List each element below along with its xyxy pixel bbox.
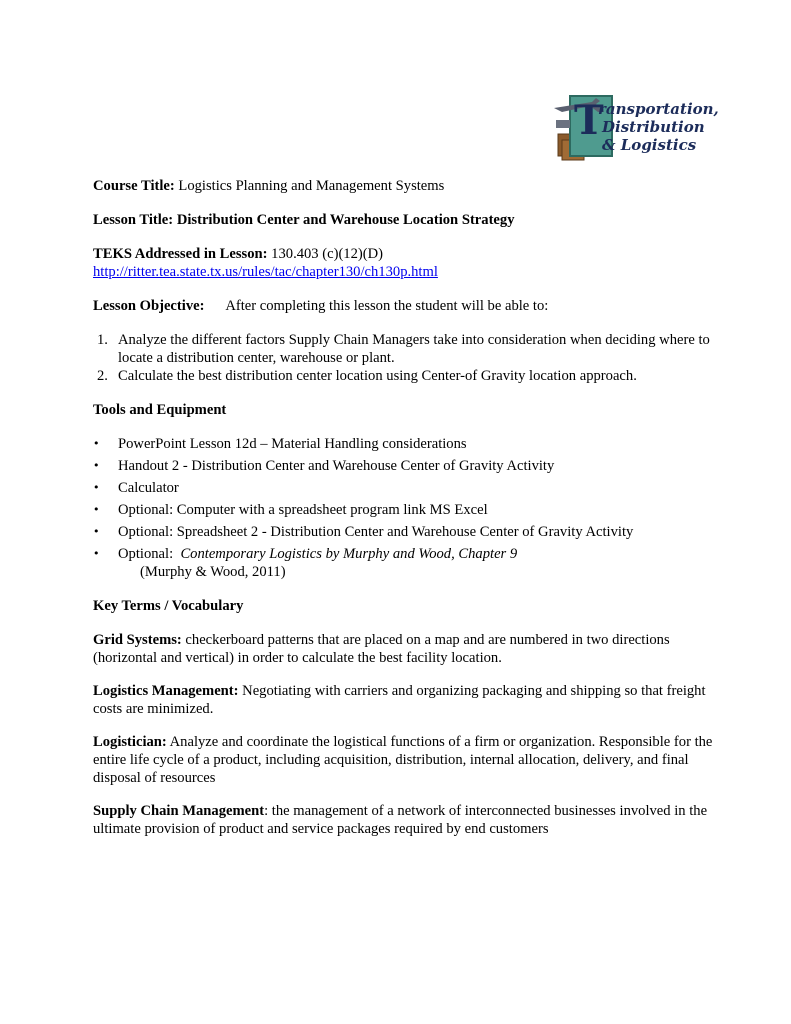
lesson-title	[93, 211, 713, 229]
logo-letter: T	[574, 97, 604, 144]
term-name: Logistics Management:	[93, 683, 239, 699]
objective-number: 1.	[97, 332, 108, 348]
tool-prefix: Optional:	[118, 546, 174, 562]
list-item	[93, 457, 713, 475]
tool-text: Calculator	[118, 480, 179, 496]
lesson-objective	[93, 297, 713, 315]
teks-value: 130.403 (c)(12)(D)	[271, 246, 384, 262]
book-title: Contemporary Logistics by Murphy and Wood, Chapter 9	[180, 546, 518, 562]
list-item	[93, 331, 713, 367]
tools-list	[93, 435, 713, 581]
objectives-list	[93, 331, 713, 385]
teks-link[interactable]: http://ritter.tea.state.tx.us/rules/tac/chapter130/ch130p.html	[93, 264, 438, 280]
tools-heading: Tools and Equipment	[93, 402, 227, 418]
vocab-term	[93, 631, 713, 667]
logo-line-3: & Logistics	[602, 136, 697, 154]
bullet-icon: •	[93, 503, 100, 516]
lesson-title-label: Lesson Title:	[93, 212, 174, 228]
logo-line-1: ransportation,	[598, 100, 719, 118]
term-definition: Analyze and coordinate the logistical functions of a firm or organization. Responsible for the entire life cycle of a product, including acquisition, distribution, internal allocation, delivery, and final disposal of resources	[93, 734, 713, 786]
transportation-logo	[552, 90, 719, 166]
list-item	[93, 367, 713, 385]
teks-section	[93, 245, 713, 281]
bullet-icon: •	[93, 525, 100, 538]
tool-text: PowerPoint Lesson 12d – Material Handling considerations	[118, 436, 467, 452]
lesson-title-value: Distribution Center and Warehouse Location Strategy	[176, 212, 515, 228]
logo-line-2: Distribution	[602, 118, 705, 136]
term-definition: Negotiating with carriers and organizing packaging and shipping so that freight costs are minimized.	[93, 683, 706, 717]
list-item	[93, 501, 713, 519]
bullet-icon: •	[93, 547, 100, 560]
vocab-heading: Key Terms / Vocabulary	[93, 598, 244, 614]
transportation-logo-icon	[552, 90, 719, 166]
term-definition: checkerboard patterns that are placed on a map and are numbered in two directions (horizontal and vertical) in order to calculate the best facility location.	[93, 632, 670, 666]
tool-text: Optional: Computer with a spreadsheet program link MS Excel	[118, 502, 488, 518]
bullet-icon: •	[93, 437, 100, 450]
vocab-term	[93, 733, 713, 787]
term-name: Supply Chain Management	[93, 803, 265, 819]
course-title-value: Logistics Planning and Management Systems	[178, 178, 445, 194]
list-item	[93, 479, 713, 497]
term-name: Grid Systems:	[93, 632, 182, 648]
book-citation: (Murphy & Wood, 2011)	[140, 564, 286, 580]
tool-text: Optional: Spreadsheet 2 - Distribution Center and Warehouse Center of Gravity Activity	[118, 524, 634, 540]
list-item	[93, 545, 713, 581]
list-item	[93, 435, 713, 453]
objective-number: 2.	[97, 368, 108, 384]
term-name: Logistician:	[93, 734, 167, 750]
teks-label: TEKS Addressed in Lesson:	[93, 246, 268, 262]
lesson-document	[93, 177, 713, 853]
objective-text: Analyze the different factors Supply Chain Managers take into consideration when deciding where to locate a distribution center, warehouse or plant.	[118, 332, 710, 366]
course-title-label: Course Title:	[93, 178, 175, 194]
vocab-term	[93, 802, 713, 838]
bullet-icon: •	[93, 459, 100, 472]
objective-intro: After completing this lesson the student will be able to:	[225, 298, 549, 314]
list-item	[93, 523, 713, 541]
course-title	[93, 177, 713, 195]
objective-label: Lesson Objective:	[93, 298, 205, 314]
objective-text: Calculate the best distribution center location using Center-of Gravity location approach.	[118, 368, 637, 384]
term-definition: : the management of a network of interconnected businesses involved in the ultimate provision of product and service packages required by end customers	[93, 803, 708, 837]
tool-text: Handout 2 - Distribution Center and Warehouse Center of Gravity Activity	[118, 458, 555, 474]
vocab-term	[93, 682, 713, 718]
bullet-icon: •	[93, 481, 100, 494]
